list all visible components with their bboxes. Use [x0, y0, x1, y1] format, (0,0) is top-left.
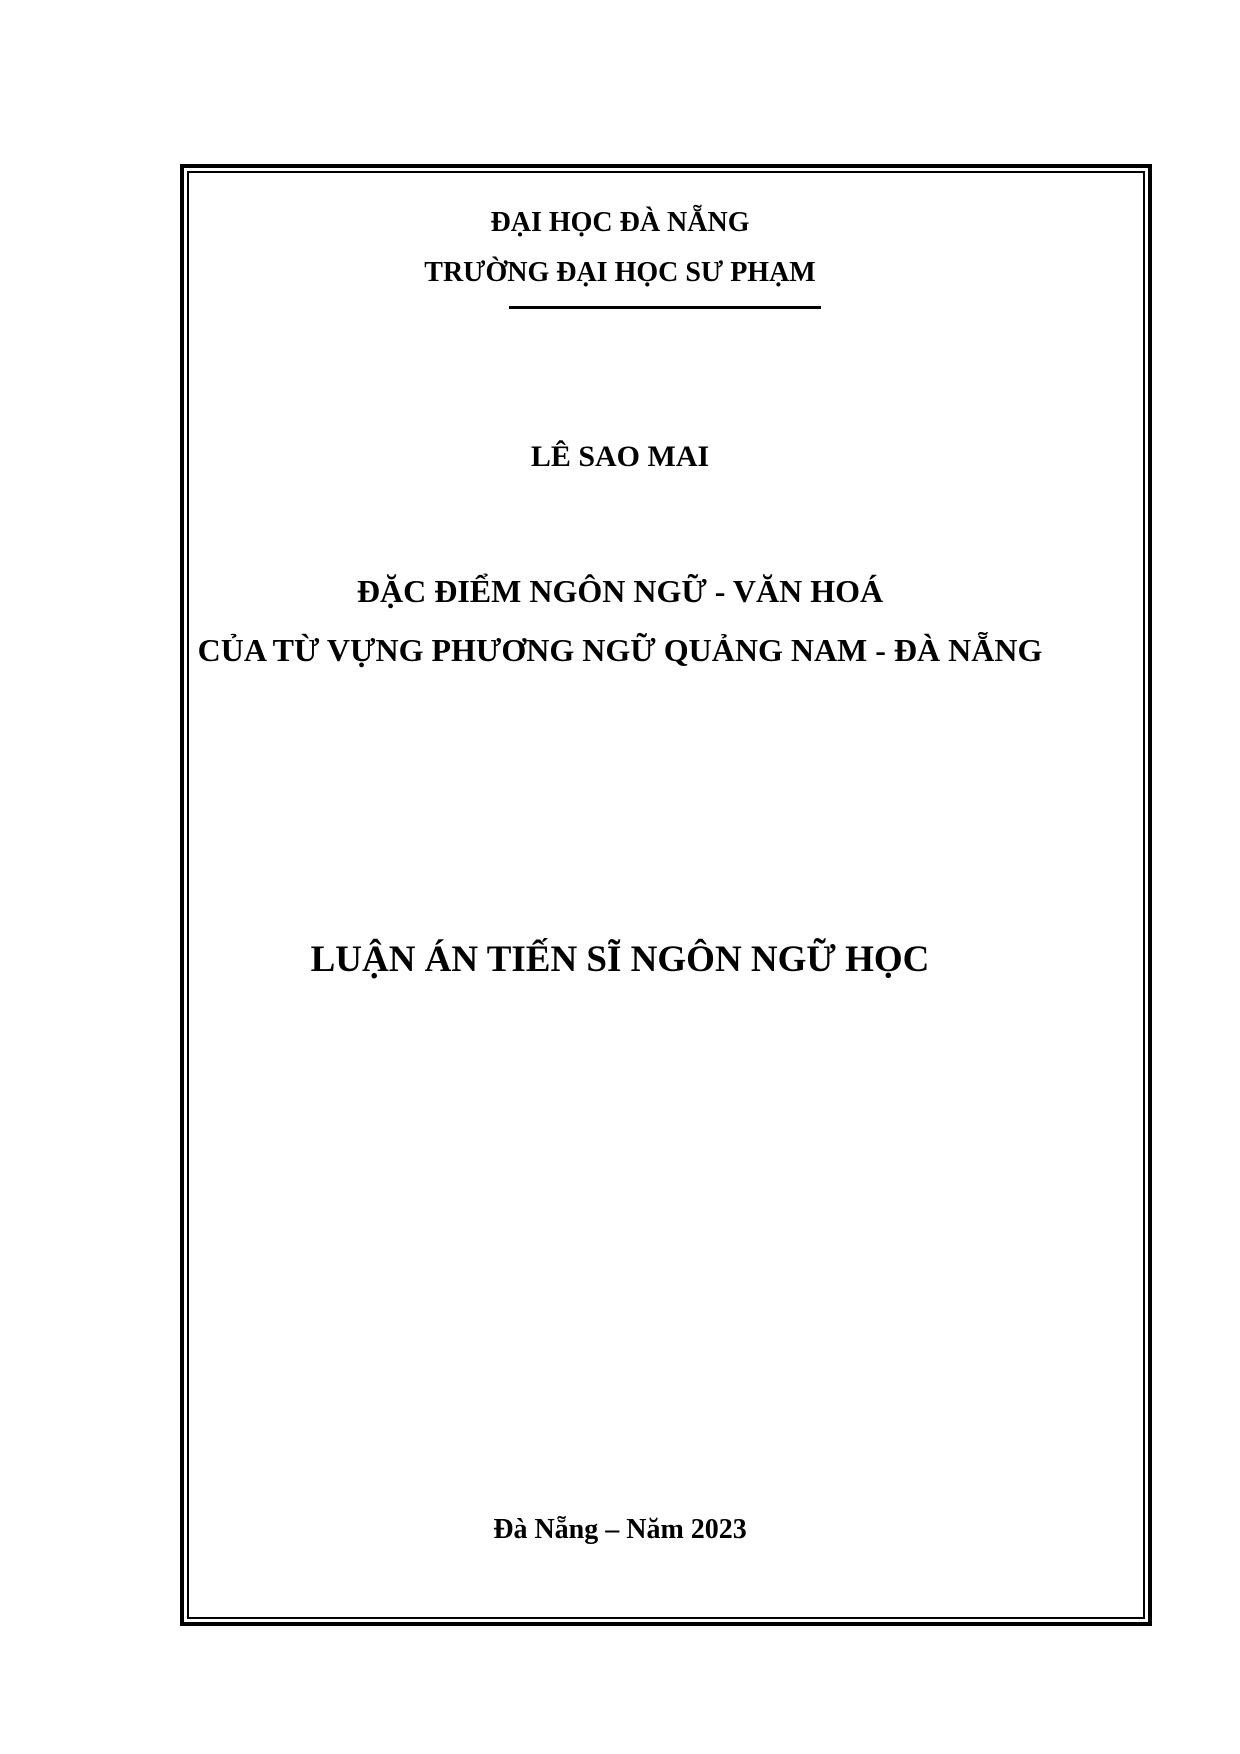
- degree-title: LUẬN ÁN TIẾN SĨ NGÔN NGỮ HỌC: [310, 939, 930, 980]
- page-border-inner: [187, 171, 1145, 1619]
- header-divider: [509, 306, 821, 309]
- author-name: LÊ SAO MAI: [530, 440, 710, 473]
- faculty-name: TRƯỜNG ĐẠI HỌC SƯ PHẠM: [424, 257, 816, 288]
- university-name: ĐẠI HỌC ĐÀ NẴNG: [490, 207, 750, 238]
- thesis-title-line-1: ĐẶC ĐIỂM NGÔN NGỮ - VĂN HOÁ: [356, 573, 884, 609]
- thesis-title-line-2: CỦA TỪ VỰNG PHƯƠNG NGỮ QUẢNG NAM - ĐÀ NẴNG: [197, 632, 1043, 668]
- place-and-year: Đà Nẵng – Năm 2023: [493, 1514, 747, 1545]
